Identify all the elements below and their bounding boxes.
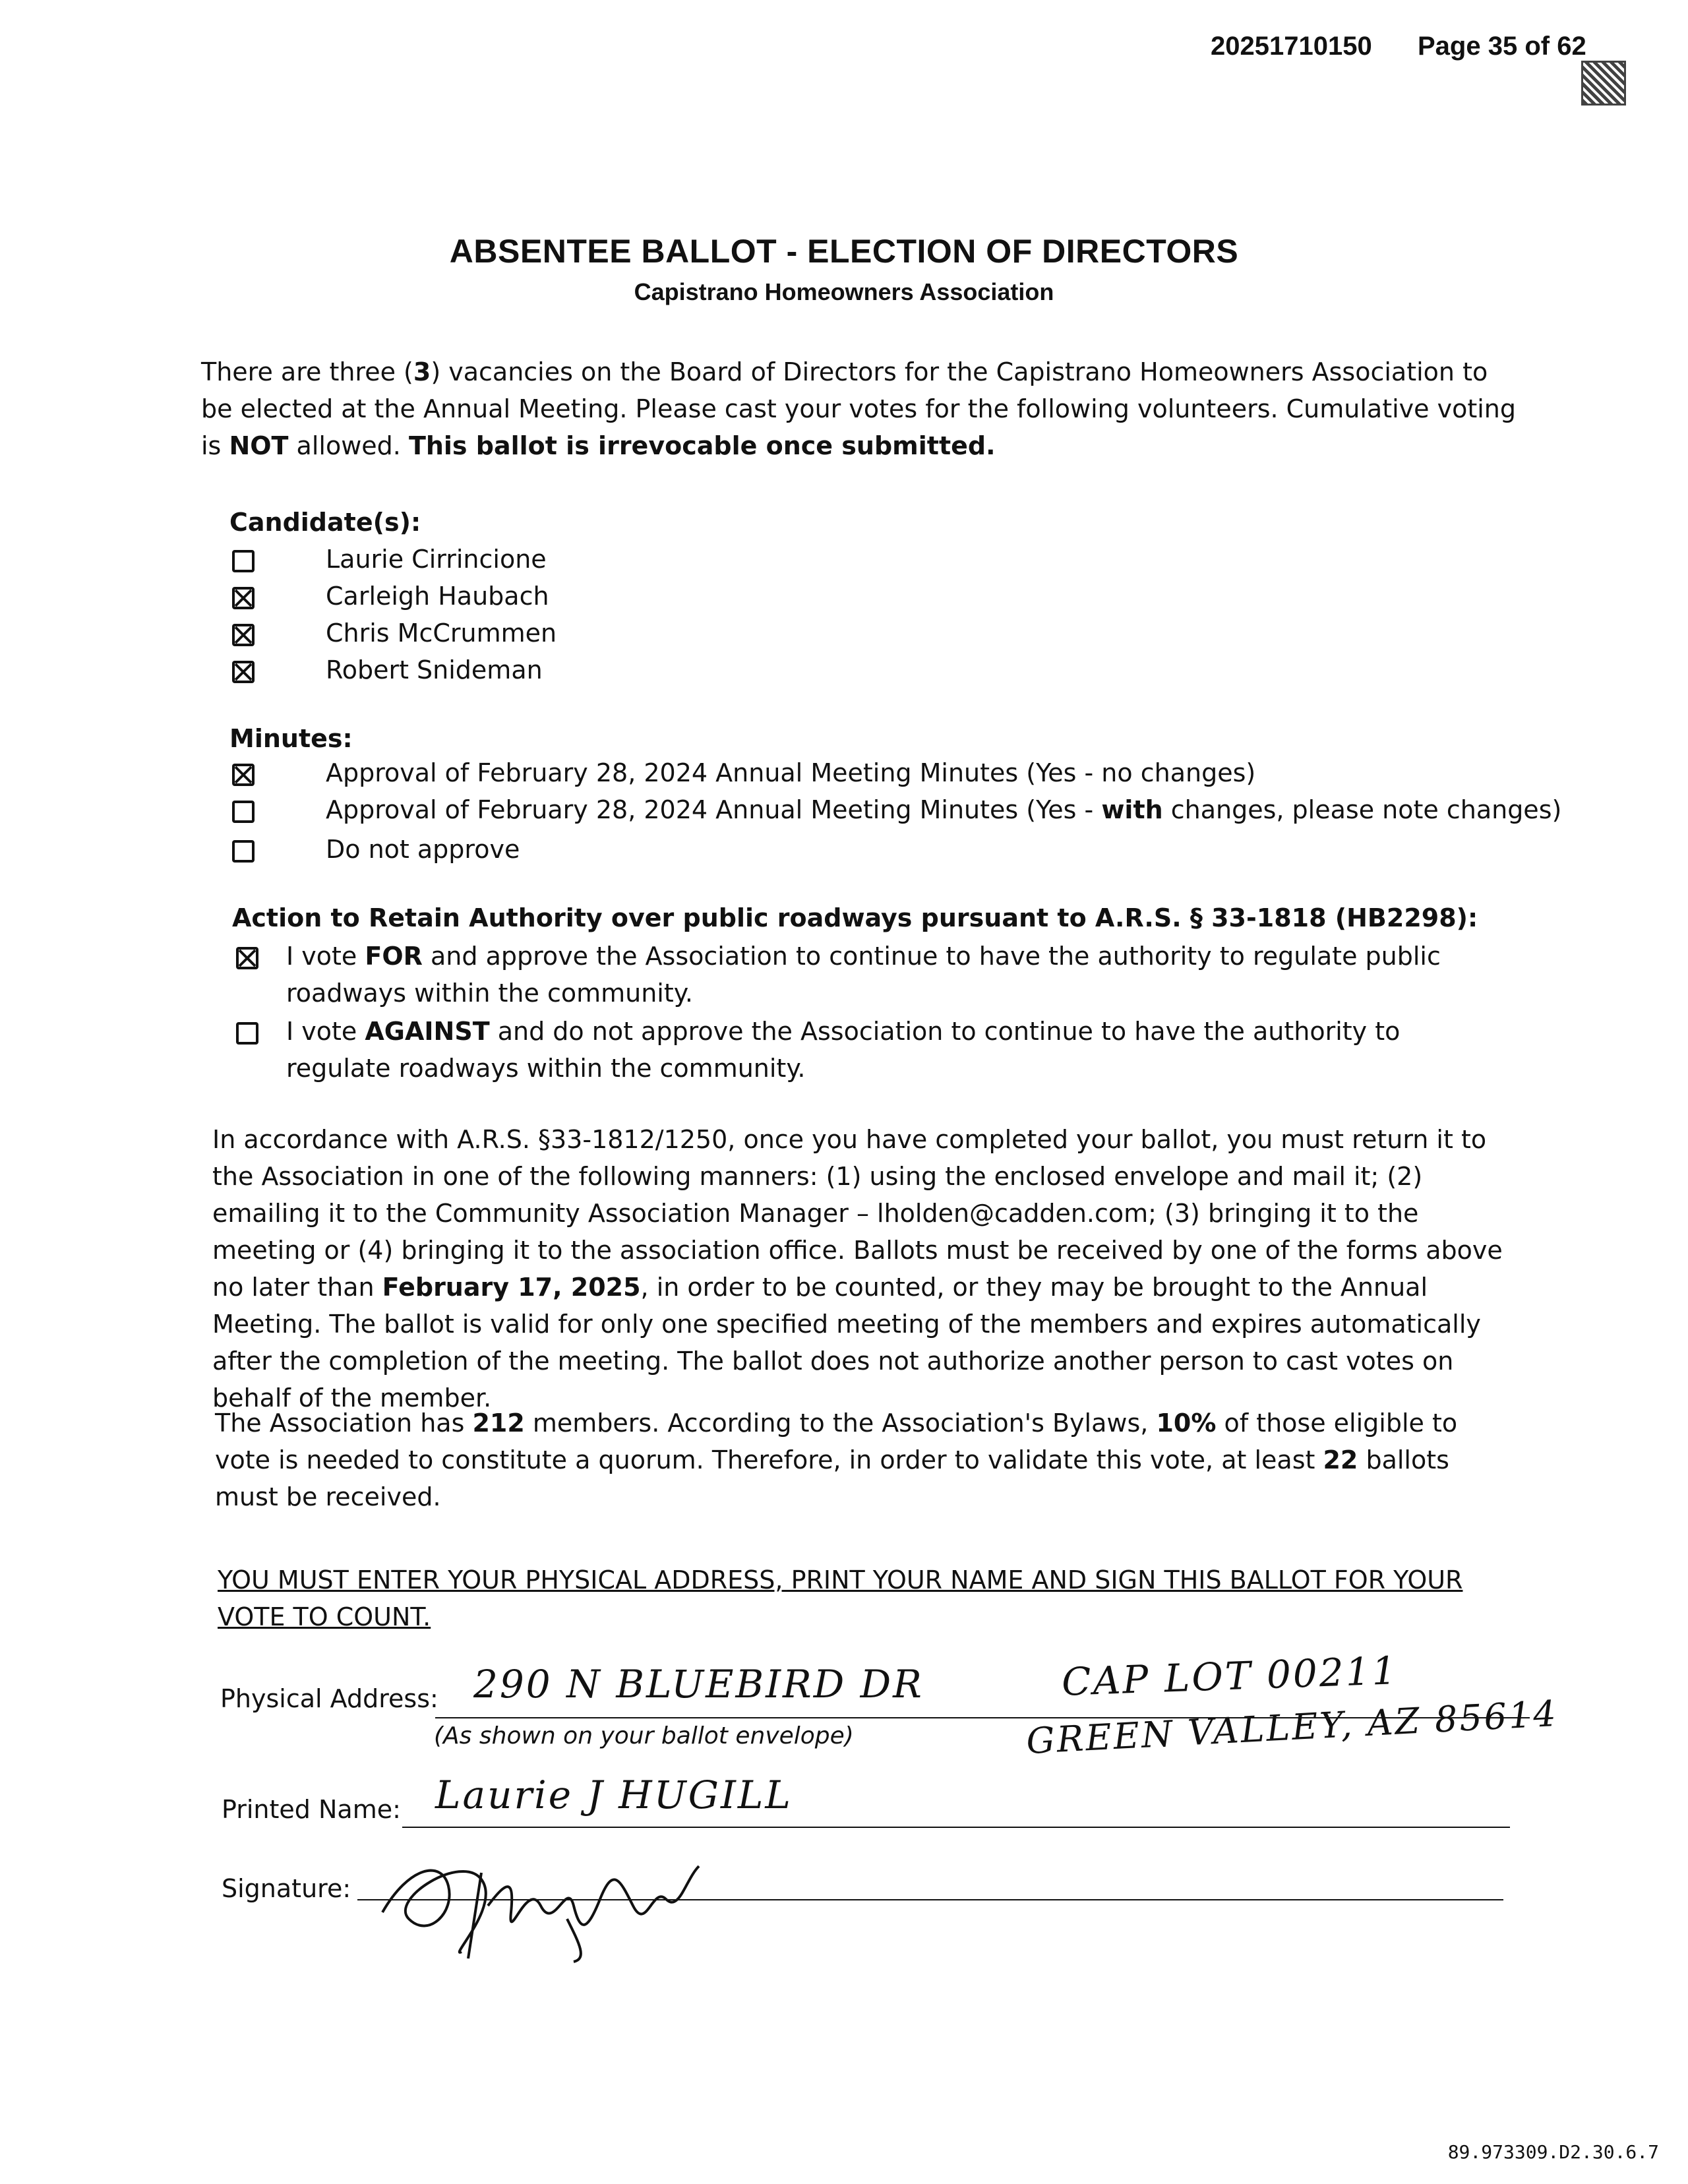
candidate-option[interactable] bbox=[232, 582, 1023, 611]
candidate-checkbox[interactable] bbox=[232, 624, 255, 646]
candidates-heading: Candidate(s): bbox=[229, 508, 421, 537]
address-lot-value[interactable]: CAP LOT 00211 bbox=[1060, 1648, 1399, 1705]
candidate-name: Laurie Cirrincione bbox=[326, 545, 547, 574]
candidate-name: Carleigh Haubach bbox=[326, 582, 549, 611]
page-title: ABSENTEE BALLOT - ELECTION OF DIRECTORS bbox=[449, 233, 1239, 270]
minutes-checkbox-do-not-approve[interactable] bbox=[232, 840, 255, 863]
page-number: Page 35 of 62 bbox=[1418, 32, 1586, 61]
minutes-checkbox-no-changes[interactable] bbox=[232, 764, 255, 786]
signature-instruction: YOU MUST ENTER YOUR PHYSICAL ADDRESS, PRINT YOUR NAME AND SIGN THIS BALLOT FOR YOUR VOTE TO COUNT. bbox=[218, 1565, 1463, 1631]
printed-name-value[interactable]: Laurie J HUGILL bbox=[435, 1773, 793, 1817]
candidate-checkbox[interactable] bbox=[232, 661, 255, 683]
roadways-option-against[interactable]: I vote AGAINST and do not approve the Association to continue to have the authority to regulate roadways within the community. bbox=[236, 1013, 1489, 1087]
intro-paragraph: There are three (3) vacancies on the Board of Directors for the Capistrano Homeowners Association to be elected at the Annual Meeting. Please cast your votes for the following volunteers. Cumulative voting is NOT allowed. This ballot is irrevocable once submitted. bbox=[201, 357, 1517, 460]
address-city-value[interactable]: GREEN VALLEY, AZ 85614 bbox=[1025, 1692, 1559, 1763]
signature-scribble-icon bbox=[369, 1840, 738, 1965]
physical-address-label: Physical Address: bbox=[220, 1684, 438, 1713]
minutes-heading: Minutes: bbox=[229, 724, 353, 753]
printed-name-line bbox=[402, 1827, 1510, 1828]
minutes-option-with-changes[interactable]: Approval of February 28, 2024 Annual Meeting Minutes (Yes - with changes, please note changes) bbox=[232, 795, 1617, 824]
candidate-option[interactable] bbox=[232, 619, 1023, 648]
printed-name-label: Printed Name: bbox=[222, 1795, 401, 1824]
return-instructions-paragraph: In accordance with A.R.S. §33-1812/1250, once you have completed your ballot, you must return it to the Association in one of the following manners: (1) using the enclosed envelope and mail it; (2) emailing it to the Community Association Manager – lholden@cadden.com; (3) bringing it to the meeting or (4) bringing it to the association office. Ballots must be received by one of the forms above no later than February 17, 2025, in order to be counted, or they may be brought to the Annual Meeting. The ballot is valid for only one specified meeting of the members and expires automatically after the completion of the meeting. The ballot does not authorize another person to cast votes on behalf of the member. bbox=[212, 1125, 1503, 1412]
signature-label: Signature: bbox=[222, 1874, 351, 1903]
association-name: Capistrano Homeowners Association bbox=[634, 278, 1054, 305]
address-street-value[interactable]: 290 N BLUEBIRD DR bbox=[473, 1662, 924, 1707]
roadways-checkbox-for[interactable] bbox=[236, 947, 258, 969]
candidate-name: Chris McCrummen bbox=[326, 619, 557, 648]
quorum-paragraph: The Association has 212 members. According to the Association's Bylaws, 10% of those eligible to vote is needed to constitute a quorum. Therefore, in order to validate this vote, at least 22 ballots must be received. bbox=[215, 1409, 1458, 1511]
document-id: 20251710150 bbox=[1211, 32, 1372, 61]
signature-value[interactable] bbox=[369, 1840, 738, 1968]
candidate-option[interactable] bbox=[232, 655, 1023, 684]
barcode-icon bbox=[1581, 61, 1626, 106]
minutes-checkbox-with-changes[interactable] bbox=[232, 801, 255, 823]
roadways-checkbox-against[interactable] bbox=[236, 1022, 258, 1045]
footer-code: 89.973309.D2.30.6.7 bbox=[1447, 2141, 1659, 2163]
address-note: (As shown on your ballot envelope) bbox=[434, 1722, 854, 1749]
candidate-checkbox[interactable] bbox=[232, 550, 255, 572]
roadways-option-for[interactable]: I vote FOR and approve the Association to continue to have the authority to regulate public roadways within the community. bbox=[236, 938, 1489, 1012]
roadways-heading: Action to Retain Authority over public roadways pursuant to A.R.S. § 33-1818 (HB2298): bbox=[232, 903, 1478, 932]
candidate-checkbox[interactable] bbox=[232, 587, 255, 609]
candidate-option[interactable] bbox=[232, 545, 1023, 574]
minutes-option-no-changes[interactable]: Approval of February 28, 2024 Annual Meeting Minutes (Yes - no changes) bbox=[232, 758, 1551, 787]
candidate-name: Robert Snideman bbox=[326, 655, 543, 684]
minutes-option-do-not-approve[interactable]: Do not approve bbox=[232, 835, 1551, 864]
